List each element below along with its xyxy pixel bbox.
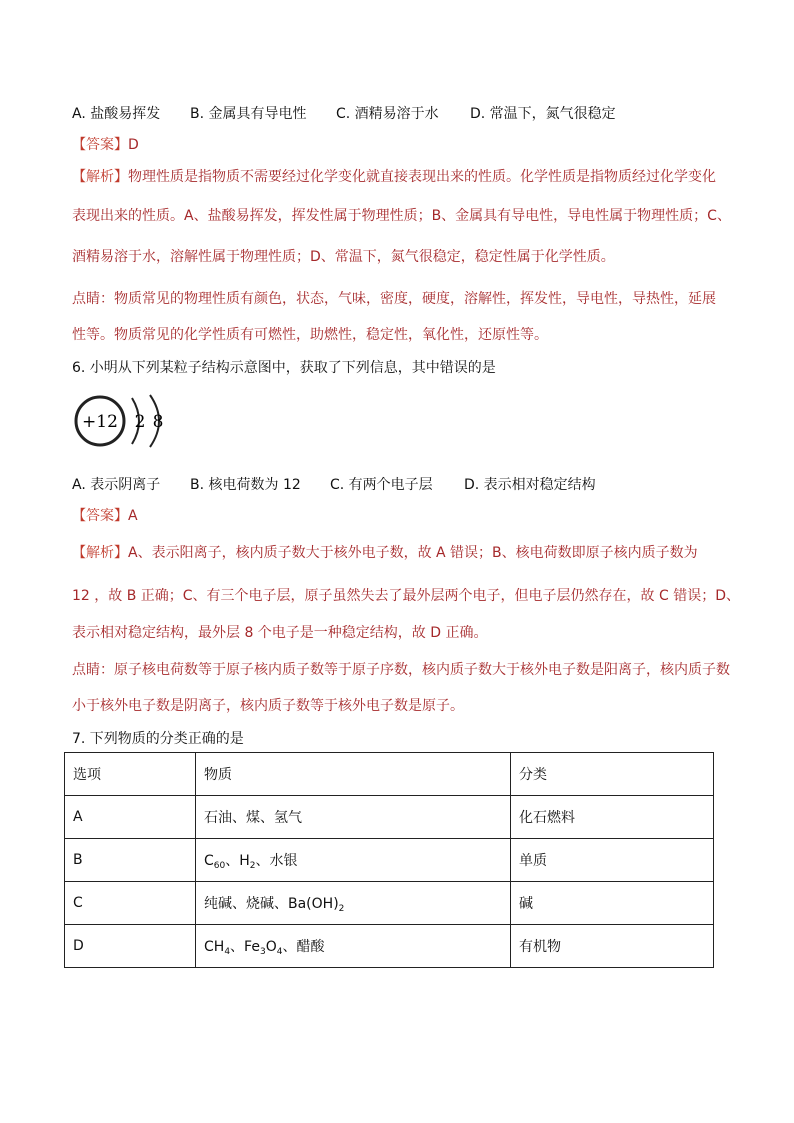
q6-analysis-line-1 xyxy=(72,542,698,562)
row-substance: $CH_4$、$Fe_3O_4$、醋酸 xyxy=(196,925,511,968)
q6-option-a: A. 表示阴离子 xyxy=(72,477,161,493)
analysis-tag: 【解析】 xyxy=(72,545,128,561)
q5-option-a: A. 盐酸易挥发 xyxy=(72,106,161,122)
q5-analysis-line-3: 酒精易溶于水，溶解性属于物理性质；D、常温下，氮气很稳定，稳定性属于化学性质。 xyxy=(72,249,615,265)
header-option: 选项 xyxy=(65,753,196,796)
q6-option-d: D. 表示相对稳定结构 xyxy=(464,477,596,493)
answer-value: D xyxy=(128,137,139,153)
row-option: C xyxy=(65,882,196,925)
table-row xyxy=(65,796,714,839)
table-row xyxy=(65,882,714,925)
q5-option-b: B. 金属具有导电性 xyxy=(190,106,307,122)
analysis-text: 物理性质是指物质不需要经过化学变化就直接表现出来的性质。化学性质是指物质经过化学变化 xyxy=(128,169,716,185)
q5-note-line-2: 性等。物质常见的化学性质有可燃性，助燃性，稳定性，氧化性，还原性等。 xyxy=(72,327,548,343)
analysis-text: A、表示阳离子，核内质子数大于核外电子数，故 A 错误；B、核电荷数即原子核内质子数为 xyxy=(128,545,698,561)
classification-table xyxy=(64,752,714,968)
q5-analysis-line-2: 表现出来的性质。A、盐酸易挥发，挥发性属于物理性质；B、金属具有导电性，导电性属于物理性质；C、 xyxy=(72,208,731,224)
answer-tag: 【答案】 xyxy=(72,508,128,524)
shell-2-electrons: 8 xyxy=(152,412,164,432)
table-header-row xyxy=(65,753,714,796)
answer-value: A xyxy=(128,508,138,524)
row-option: D xyxy=(65,925,196,968)
q5-analysis-line-1 xyxy=(72,166,716,186)
q6-note-line-2: 小于核外电子数是阴离子，核内质子数等于核外电子数是原子。 xyxy=(72,698,464,714)
nucleus-charge: +12 xyxy=(82,412,118,432)
q5-answer xyxy=(72,134,139,154)
row-substance: 石油、煤、氢气 xyxy=(196,796,511,839)
row-option: B xyxy=(65,839,196,882)
row-substance: 纯碱、烧碱、$Ba(OH)_2$ xyxy=(196,882,511,925)
q6-answer xyxy=(72,505,138,525)
analysis-tag: 【解析】 xyxy=(72,169,128,185)
q6-option-b: B. 核电荷数为 12 xyxy=(190,477,301,493)
shell-1-electrons: 2 xyxy=(134,412,146,432)
row-category: 有机物 xyxy=(511,925,714,968)
table-row xyxy=(65,839,714,882)
q5-note-line-1: 点睛：物质常见的物理性质有颜色，状态，气味，密度，硬度，溶解性，挥发性，导电性，导热性，延展 xyxy=(72,291,716,307)
row-category: 化石燃料 xyxy=(511,796,714,839)
q6-analysis-line-3: 表示相对稳定结构，最外层 8 个电子是一种稳定结构，故 D 正确。 xyxy=(72,625,488,641)
q6-stem: 6. 小明从下列某粒子结构示意图中，获取了下列信息，其中错误的是 xyxy=(72,360,496,376)
q6-analysis-line-2: 12 ，故 B 正确；C、有三个电子层，原子虽然失去了最外层两个电子，但电子层仍然存在，故 C 错误；D、 xyxy=(72,588,740,604)
table-row xyxy=(65,925,714,968)
row-category: 单质 xyxy=(511,839,714,882)
q6-option-c: C. 有两个电子层 xyxy=(330,477,433,493)
q5-option-c: C. 酒精易溶于水 xyxy=(336,106,439,122)
q5-option-d: D. 常温下，氮气很稳定 xyxy=(470,106,616,122)
q6-note-line-1: 点睛：原子核电荷数等于原子核内质子数等于原子序数，核内质子数大于核外电子数是阳离子，核内质子数 xyxy=(72,662,730,678)
row-option: A xyxy=(65,796,196,839)
answer-tag: 【答案】 xyxy=(72,137,128,153)
atom-structure-diagram xyxy=(72,392,172,448)
header-category: 分类 xyxy=(511,753,714,796)
row-substance: $C_{60}$、$H_2$、水银 xyxy=(196,839,511,882)
q7-stem: 7. 下列物质的分类正确的是 xyxy=(72,731,244,747)
header-substance: 物质 xyxy=(196,753,511,796)
row-category: 碱 xyxy=(511,882,714,925)
